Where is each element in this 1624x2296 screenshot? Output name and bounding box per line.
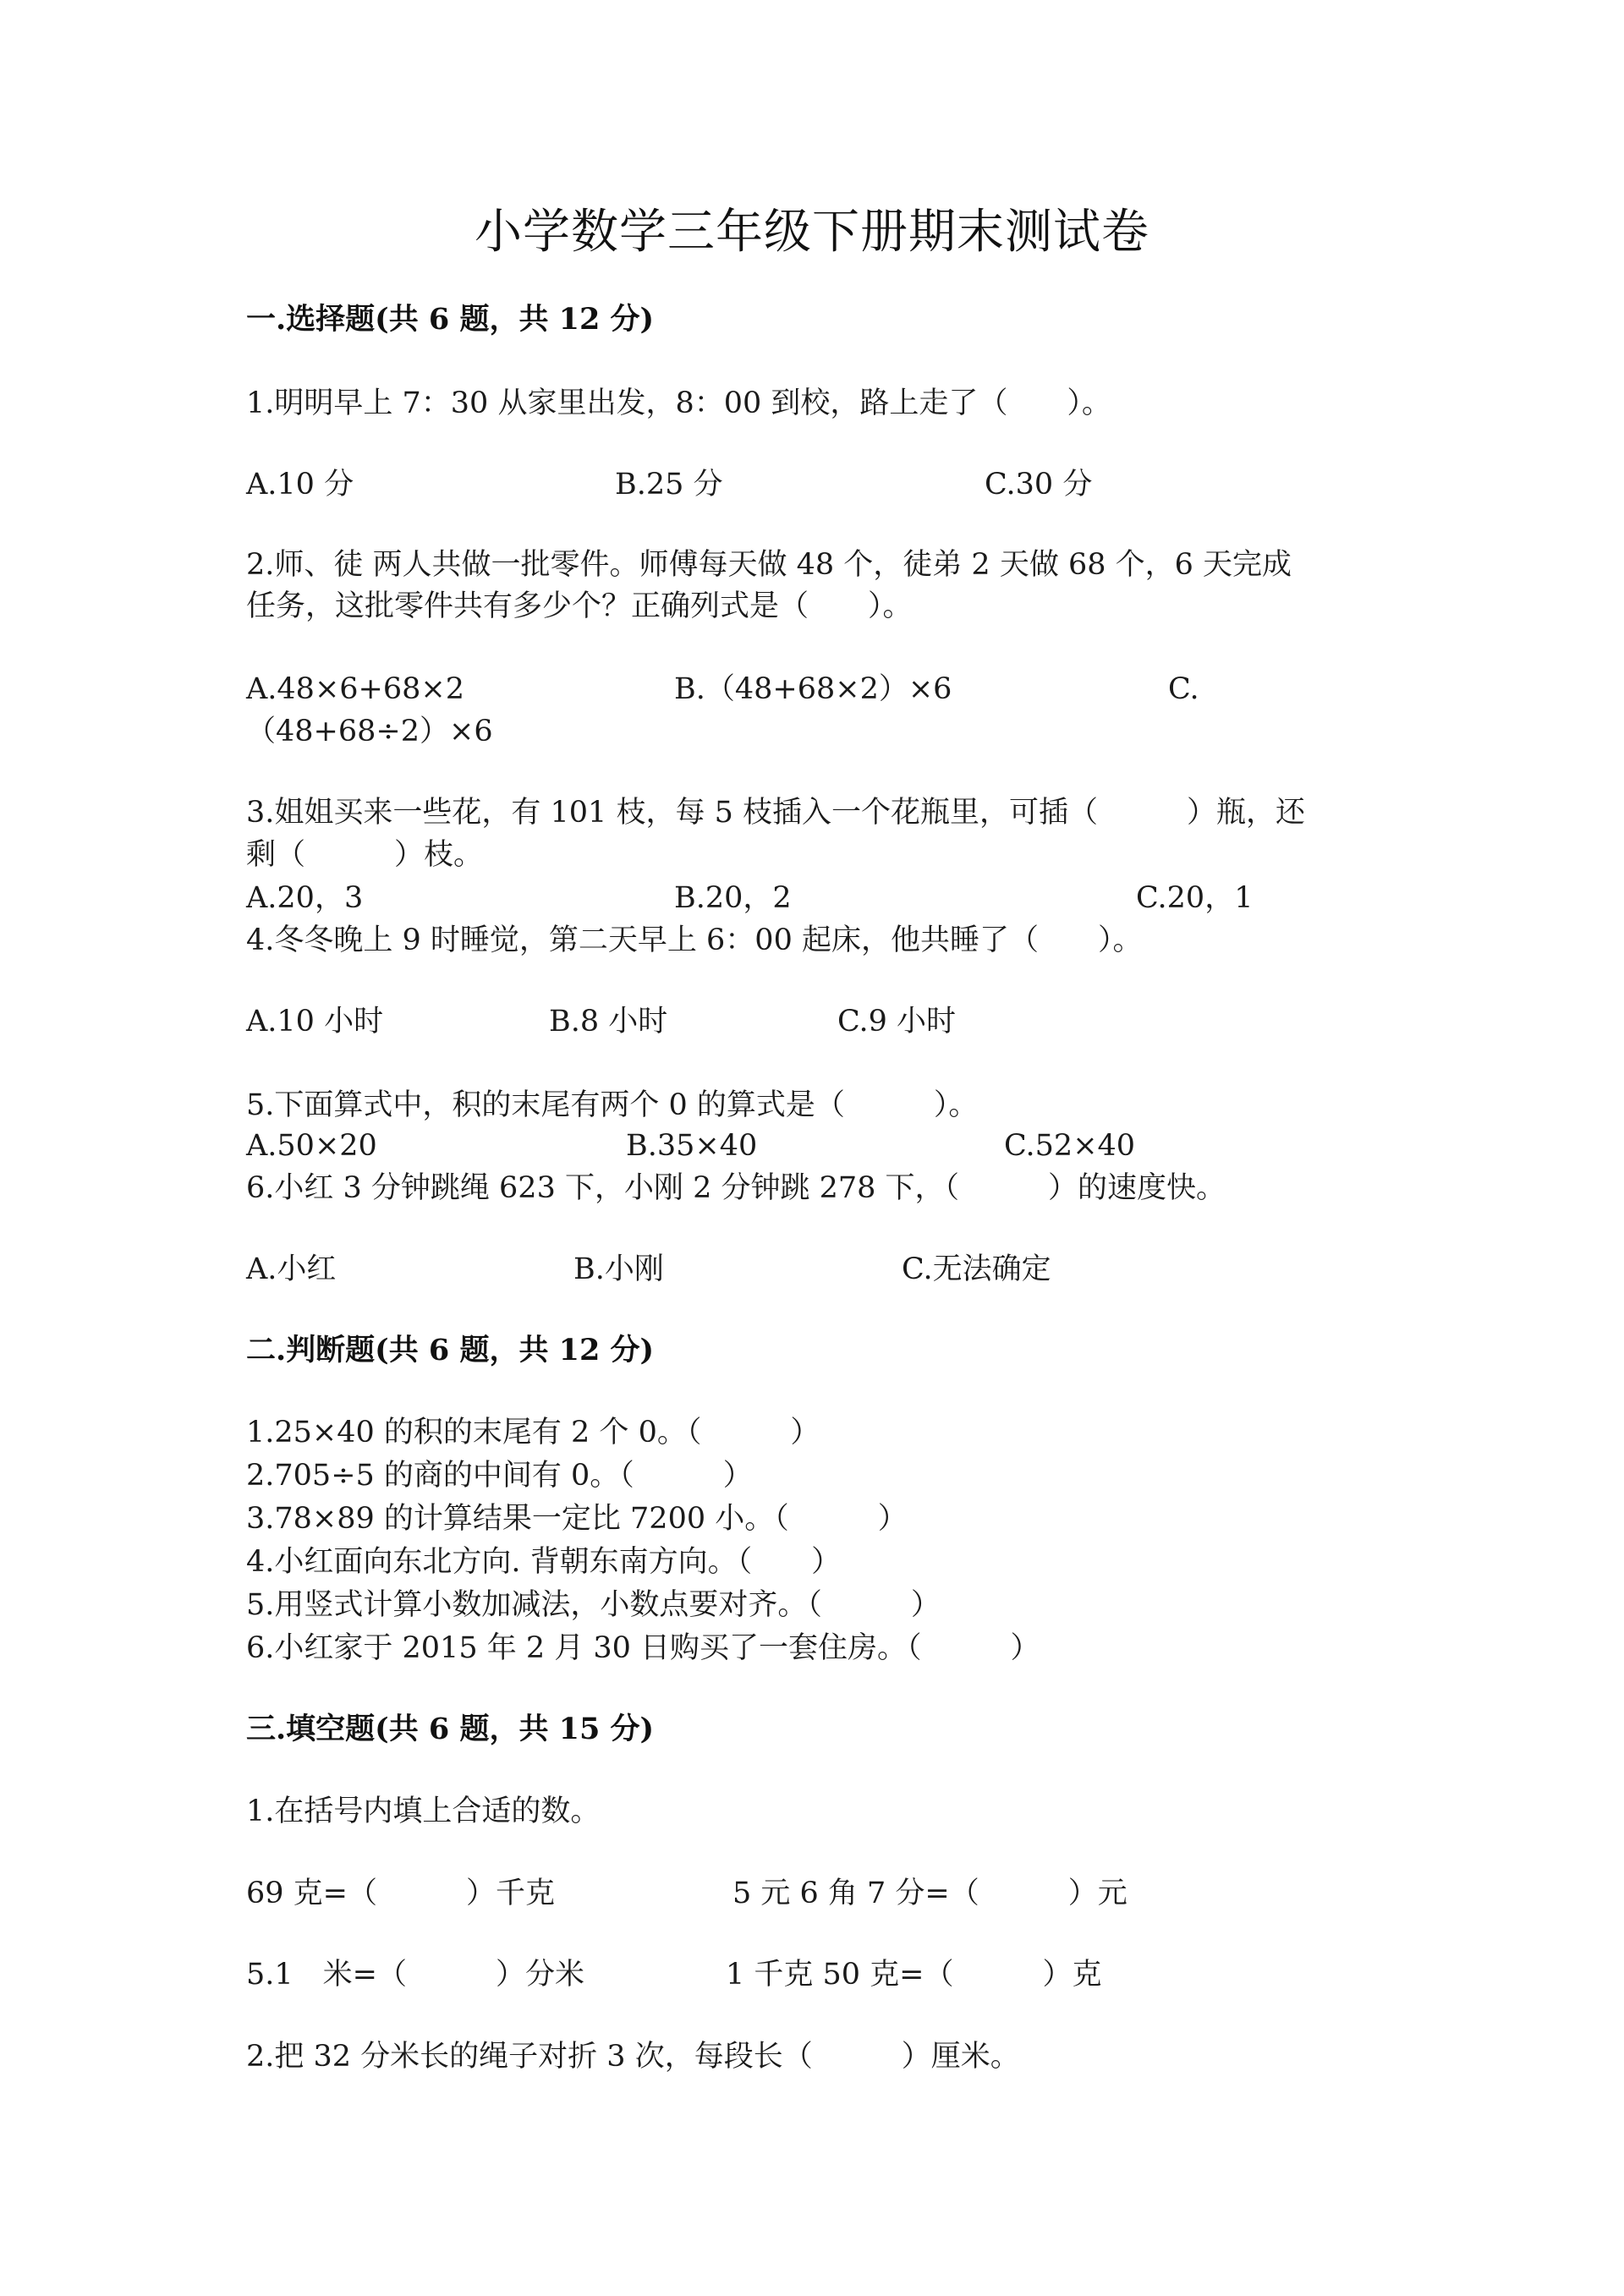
question-1-option-a: A.10 分 [246,468,354,501]
section-heading-judgement: 二.判断题(共 6 题，共 12 分) [246,1333,655,1367]
question-3-text-line-1: 3.姐姐买来一些花，有 101 枝，每 5 枝插入一个花瓶里，可插（ ）瓶，还 [246,796,1305,830]
judgement-item-4: 4.小红面向东北方向. 背朝东南方向。（ ） [246,1545,842,1579]
question-5-option-a: A.50×20 [246,1129,377,1163]
question-2-option-a: A.48×6+68×2 [246,672,464,706]
section-heading-choice: 一.选择题(共 6 题，共 12 分) [246,302,655,337]
question-2-option-c-continued: （48+68÷2）×6 [246,715,493,748]
question-5-option-b: B.35×40 [626,1129,758,1163]
question-3-text-line-2: 剩（ ）枝。 [246,838,484,872]
question-4-option-b: B.8 小时 [549,1005,668,1038]
question-2-text-line-1: 2.师、徒 两人共做一批零件。师傅每天做 48 个，徒弟 2 天做 68 个，6 天完成 [246,548,1292,582]
question-1-option-c: C.30 分 [985,468,1093,501]
question-4-text: 4.冬冬晚上 9 时睡觉，第二天早上 6：00 起床，他共睡了（ ）。 [246,923,1143,957]
fill-blank-meters-to-decimeters: 5.1 米=（ ）分米 [246,1958,584,1992]
page-title: 小学数学三年级下册期末测试卷 [475,205,1149,260]
judgement-item-5: 5.用竖式计算小数加减法，小数点要对齐。（ ） [246,1588,941,1622]
question-6-option-b: B.小刚 [573,1252,664,1286]
question-5-text: 5.下面算式中，积的末尾有两个 0 的算式是（ ）。 [246,1088,979,1122]
question-5-option-c: C.52×40 [1004,1129,1136,1163]
judgement-item-1: 1.25×40 的积的末尾有 2 个 0。（ ） [246,1416,820,1449]
question-1-text: 1.明明早上 7：30 从家里出发，8：00 到校，路上走了（ ）。 [246,386,1111,420]
judgement-item-3: 3.78×89 的计算结果一定比 7200 小。（ ） [246,1502,908,1536]
question-3-option-a: A.20，3 [246,881,364,915]
judgement-item-2: 2.705÷5 的商的中间有 0。（ ） [246,1459,753,1493]
fill-blank-grams-to-kilograms: 69 克=（ ）千克 [246,1877,555,1910]
fill-blank-kilograms-to-grams: 1 千克 50 克=（ ）克 [726,1958,1102,1992]
fill-question-1-prompt: 1.在括号内填上合适的数。 [246,1795,601,1828]
question-6-text: 6.小红 3 分钟跳绳 623 下，小刚 2 分钟跳 278 下，（ ）的速度快。 [246,1171,1226,1205]
question-2-option-b: B.（48+68×2）×6 [674,672,952,706]
question-3-option-b: B.20，2 [674,881,792,915]
question-3-option-c: C.20，1 [1136,881,1254,915]
question-6-option-a: A.小红 [246,1252,337,1286]
fill-question-2-prompt: 2.把 32 分米长的绳子对折 3 次，每段长（ ）厘米。 [246,2040,1020,2074]
question-2-text-line-2: 任务，这批零件共有多少个？正确列式是（ ）。 [246,589,913,623]
question-4-option-c: C.9 小时 [837,1005,957,1038]
question-4-option-a: A.10 小时 [246,1005,384,1038]
fill-blank-money-to-yuan: 5 元 6 角 7 分=（ ）元 [732,1877,1127,1910]
question-1-option-b: B.25 分 [615,468,723,501]
question-6-option-c: C.无法确定 [902,1252,1051,1286]
judgement-item-6: 6.小红家于 2015 年 2 月 30 日购买了一套住房。（ ） [246,1631,1040,1665]
section-heading-fill-blank: 三.填空题(共 6 题，共 15 分) [246,1712,655,1746]
question-2-option-c: C. [1168,672,1199,706]
